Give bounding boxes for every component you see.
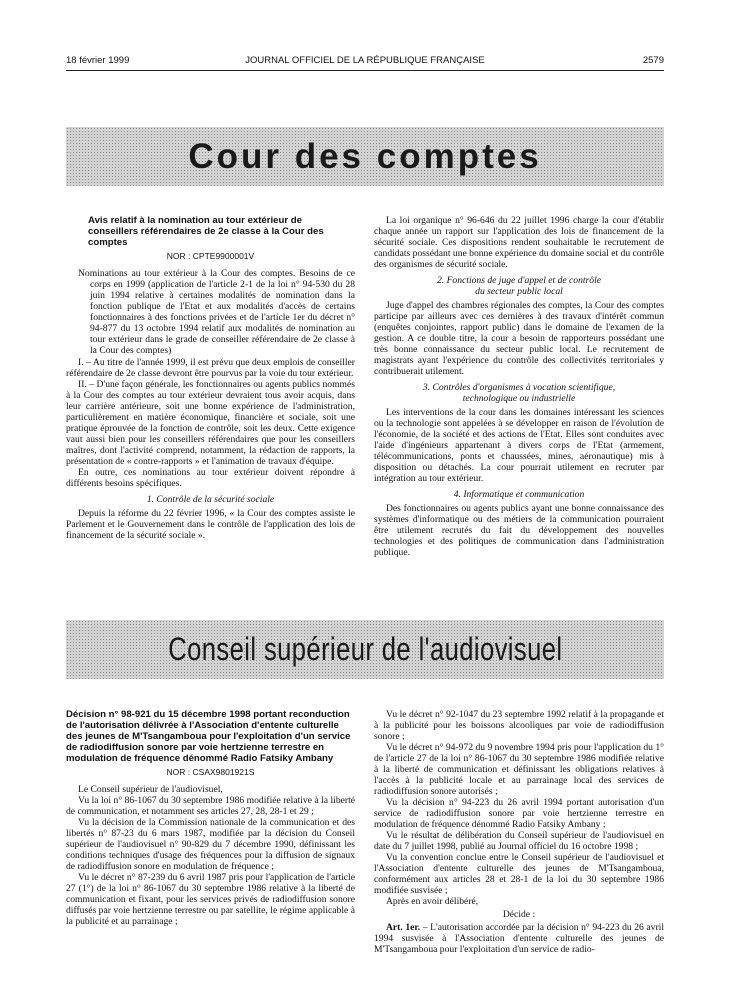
section1-right-column (374, 215, 664, 558)
heading-juge-appel-line2: du secteur public local (475, 286, 563, 297)
visa-convention: Vu la convention conclue entre le Conseil supérieur de l'audiovisuel et l'Association d'entente culturelle des jeunes de M'Tsangamboua, conformément aux articles 28 et 28-1 de la loi du 30 septembre 1986 modifiée susvisée ; (374, 852, 664, 896)
banner-conseil-superieur-audiovisuel (66, 620, 664, 679)
heading-organismes-line2: technologique ou industrielle (462, 393, 576, 404)
article-1-text: – L'autorisation accordée par la décision n° 94-223 du 26 avril 1994 susvisée à l'Association d'entente culturelle des jeunes de M'Tsangamboua pour l'exploitation d'un service de radio- (374, 922, 664, 955)
visa-loi-86-1067: Vu la loi n° 86-1067 du 30 septembre 1986 modifiée relative à la liberté de communication, et notamment ses articles 27, 28, 28-1 et 29 ; (66, 795, 355, 817)
visa-decision-94-223: Vu la décision n° 94-223 du 26 avril 1994 portant autorisation d'un service de radiodiffusion sonore par voie hertzienne terrestre en modulation de fréquence dénommé Radio Fatsiky Ambany ; (374, 797, 664, 830)
banner-title: Cour des comptes (188, 136, 542, 176)
header-date: 18 février 1999 (66, 55, 130, 66)
visa-decision-87-23: Vu la décision de la Commission nationale de la communication et des libertés n° 87-23 du 6 mars 1987, modifiée par la décision du Conseil supérieur de l'audiovisuel n° 90-829 du 7 décembre 1990, définissant les conditions techniques d'usage des fréquences pour la diffusion de signaux de radiodiffusion sonore en modulation de fréquence ; (66, 817, 355, 872)
paragraph-reforme: Depuis la réforme du 22 février 1996, « la Cour des comptes assiste le Parlement et le Gouvernement dans le contrôle de l'application des lois de financement de la sécurité sociale ». (66, 508, 355, 541)
intro-paragraph: Nominations au tour extérieur à la Cour des comptes. Besoins de ce corps en 1999 (application de l'article 2-1 de la loi n° 94-530 du 28 juin 1994 relative à certaines modalités de nomination dans la fonction publique de l'Etat et aux modalités d'accès de certains fonctionnaires à des fonctions privées et de l'article 1er du décret n° 94-877 du 13 octobre 1994 relatif aux modalités de nomination au tour extérieur dans le grade de conseiller référendaire de 2e classe à la Cour des comptes) (78, 268, 355, 356)
section2-left-column (66, 709, 355, 927)
paragraph-informatique: Des fonctionnaires ou agents publics ayant une bonne connaissance des systèmes d'informatique ou des métiers de la communication pourraient être utilement recrutés du fait du développement des nouvelles technologies et des politiques de communication dans l'administration publique. (374, 503, 664, 558)
banner-cour-des-comptes (66, 127, 664, 186)
heading-juge-appel: 2. Fonctions de juge d'appel et de contrôle (436, 275, 602, 286)
paragraph-besoins: En outre, ces nominations au tour extérieur doivent répondre à différents besoins spécifiques. (66, 467, 355, 489)
visa-decret-87-239: Vu le décret n° 87-239 du 6 avril 1987 pris pour l'application de l'article 27 (1°) de la loi n° 86-1067 du 30 septembre 1986 relative à la liberté de communication et fixant, pour les services privés de radiodiffusion sonore diffusés par voie hertzienne terrestre ou par satellite, le régime applicable à la publicité et au parrainage ; (66, 872, 355, 927)
header-journal-title: JOURNAL OFFICIEL DE LA RÉPUBLIQUE FRANÇAISE (245, 55, 485, 66)
header-page-number: 2579 (642, 55, 664, 66)
section1-left-column (66, 215, 355, 541)
heading-securite-sociale: 1. Contrôle de la sécurité sociale (146, 494, 275, 505)
visa-decret-94-972: Vu le décret n° 94-972 du 9 novembre 1994 pris pour l'application du 1° de l'article 27 de la loi n° 86-1067 du 30 septembre 1986 modifiée relative à la liberté de communication et définissant les obligations relatives à l'accès à la publicité locale et au parrainage local des services de radiodiffusion sonore autorisés ; (374, 742, 664, 797)
heading-informatique: 4. Informatique et communication (453, 489, 585, 500)
decision-title: Décision n° 98-921 du 15 décembre 1998 portant reconduction de l'autorisation délivrée à l'Association d'entente culturelle des jeunes de M'Tsangamboua pour l'exploitation d'un service de radiodiffusion sonore par voie hertzienne terrestre en modulation de fréquence dénommé Radio Fatsiky Ambany (66, 709, 351, 764)
visa-deliberation: Vu le résultat de délibération du Conseil supérieur de l'audiovisuel en date du 7 juillet 1998, publié au Journal officiel du 16 octobre 1998 ; (374, 830, 664, 852)
paragraph-ii: II. – D'une façon générale, les fonctionnaires ou agents publics nommés à la Cour des comptes au tour extérieur devraient tous avoir acquis, dans leur carrière antérieure, soit une bonne expérience de l'administration, particulièrement en matière économique, financière et sociale, soit une pratique éprouvée de la fonction de contrôle, soit les deux. Cette exigence vaut aussi bien pour les conseillers référendaires que pour les conseillers maîtres, dont l'activité comprend, notamment, la rédaction de rapports, la présentation de « contre-rapports » et l'animation de travaux d'équipe. (66, 379, 355, 467)
heading-organismes: 3. Contrôles d'organismes à vocation scientifique, (422, 382, 616, 393)
article-1-label: Art. 1er. (386, 922, 421, 933)
article-1 (374, 922, 664, 955)
visa-conseil: Le Conseil supérieur de l'audiovisuel, (78, 784, 223, 795)
banner-title: Conseil supérieur de l'audiovisuel (167, 631, 563, 667)
avis-title: Avis relatif à la nomination au tour extérieur de conseillers référendaires de 2e classe à la Cour des comptes (88, 215, 324, 248)
section2-right-column (374, 709, 664, 955)
paragraph-juge-appel: Juge d'appel des chambres régionales des comptes, la Cour des comptes participe par ailleurs avec ces dernières à des travaux d'intérêt commun (enquêtes conjointes, rapport public) dans le domaine de l'examen de la gestion. A ce double titre, la cour a besoin de rapporteurs possédant une très bonne connaissance du secteur public local. Le recrutement de magistrats ayant l'expérience du contrôle des collectivités territoriales y contribuerait utilement. (374, 300, 664, 377)
paragraph-i: I. – Au titre de l'année 1999, il est prévu que deux emplois de conseiller référendaire de 2e classe devront être pourvus par la voie du tour extérieur. (66, 357, 355, 379)
nor-reference: NOR : CPTE9900001V (166, 251, 255, 261)
paragraph-interventions: Les interventions de la cour dans les domaines intéressant les sciences ou la technologie sont appelées à se développer en raison de l'évolution de l'économie, de la société et des actions de l'Etat. Elles sont conduites avec l'aide d'ingénieurs appartenant à divers corps de l'Etat (armement, télécommunications, ponts et chaussées, mines, aéronautique) mis à disposition ou détachés. La cour pourrait utilement en recruter par intégration au tour extérieur. (374, 407, 664, 484)
apres-deliberation: Après en avoir délibéré, (386, 896, 479, 907)
paragraph-loi-organique: La loi organique n° 96-646 du 22 juillet 1996 charge la cour d'établir chaque année un rapport sur l'application des lois de financement de la sécurité sociale. Ces dispositions rendent souhaitable le recrutement de candidats possédant une bonne expérience du domaine social et du contrôle des organismes de sécurité sociale. (374, 215, 664, 270)
header-rule (66, 70, 664, 71)
decide-heading: Décide : (502, 909, 536, 920)
visa-decret-92-1047: Vu le décret n° 92-1047 du 23 septembre 1992 relatif à la propagande et à la publicité pour les boissons alcooliques par voie de radiodiffusion sonore ; (374, 709, 664, 742)
nor-reference: NOR : CSAX9801921S (166, 767, 255, 777)
